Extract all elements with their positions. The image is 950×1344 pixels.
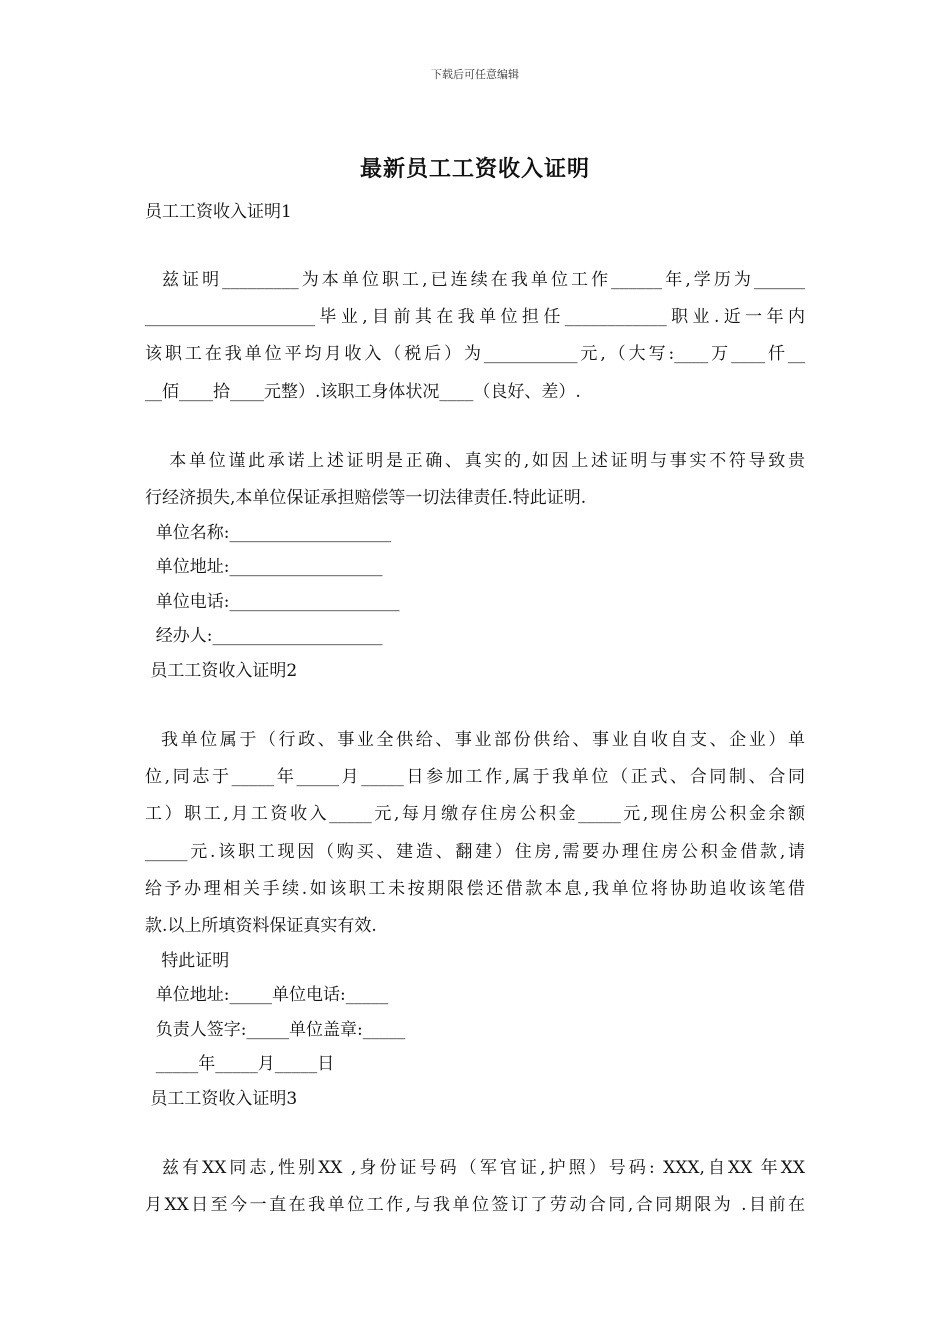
form-field-company-phone: 单位电话:____________________ [145, 592, 400, 612]
paragraph-line: 款.以上所填资料保证真实有效. [145, 916, 377, 936]
certify-text: 特此证明 [145, 951, 230, 971]
paragraph-line: 兹证明_________为本单位职工,已连续在我单位工作______年,学历为______ [145, 270, 805, 290]
paragraph-line: _____元.该职工现因（购买、建造、翻建）住房,需要办理住房公积金借款,请 [145, 842, 805, 862]
section-heading-2: 员工工资收入证明2 [145, 661, 298, 681]
paragraph-line: 位,同志于_____年_____月_____日参加工作,属于我单位（正式、合同制、合同 [145, 767, 805, 787]
section-heading-1: 员工工资收入证明1 [145, 202, 292, 222]
form-field-address-phone: 单位地址:_____单位电话:_____ [145, 985, 389, 1005]
paragraph-line: 行经济损失,本单位保证承担赔偿等一切法律责任.特此证明. [145, 488, 587, 508]
form-field-company-name: 单位名称:___________________ [145, 523, 392, 543]
paragraph-line: 该职工在我单位平均月收入（税后）为___________元,（大写:____万____仟__ [145, 344, 805, 364]
paragraph-line: __佰____拾____元整）.该职工身体状况____（良好、差）. [145, 382, 581, 402]
paragraph-line: 给予办理相关手续.如该职工未按期限偿还借款本息,我单位将协助追收该笔借 [145, 879, 805, 899]
header-note: 下载后可任意编辑 [431, 68, 519, 81]
section-heading-3: 员工工资收入证明3 [145, 1089, 298, 1109]
paragraph-line: 兹有XX同志,性别XX ,身份证号码（军官证,护照）号码: XXX,自XX 年XX [145, 1158, 805, 1178]
form-field-handler: 经办人:____________________ [145, 626, 383, 646]
form-field-company-address: 单位地址:__________________ [145, 557, 383, 577]
paragraph-line: ____________________毕业,目前其在我单位担任____________职业.近一年内 [145, 307, 805, 327]
paragraph-line: 月XX日至今一直在我单位工作,与我单位签订了劳动合同,合同期限为 .目前在 [145, 1195, 805, 1215]
form-field-signature-seal: 负责人签字:_____单位盖章:_____ [145, 1020, 406, 1040]
form-field-date: _____年_____月_____日 [145, 1054, 335, 1074]
paragraph-line: 本单位谨此承诺上述证明是正确、真实的,如因上述证明与事实不符导致贵 [145, 451, 805, 471]
document-title: 最新员工工资收入证明 [359, 156, 590, 182]
paragraph-line: 我单位属于（行政、事业全供给、事业部份供给、事业自收自支、企业）单 [145, 730, 805, 750]
paragraph-line: 工）职工,月工资收入_____元,每月缴存住房公积金_____元,现住房公积金余额 [145, 804, 805, 824]
